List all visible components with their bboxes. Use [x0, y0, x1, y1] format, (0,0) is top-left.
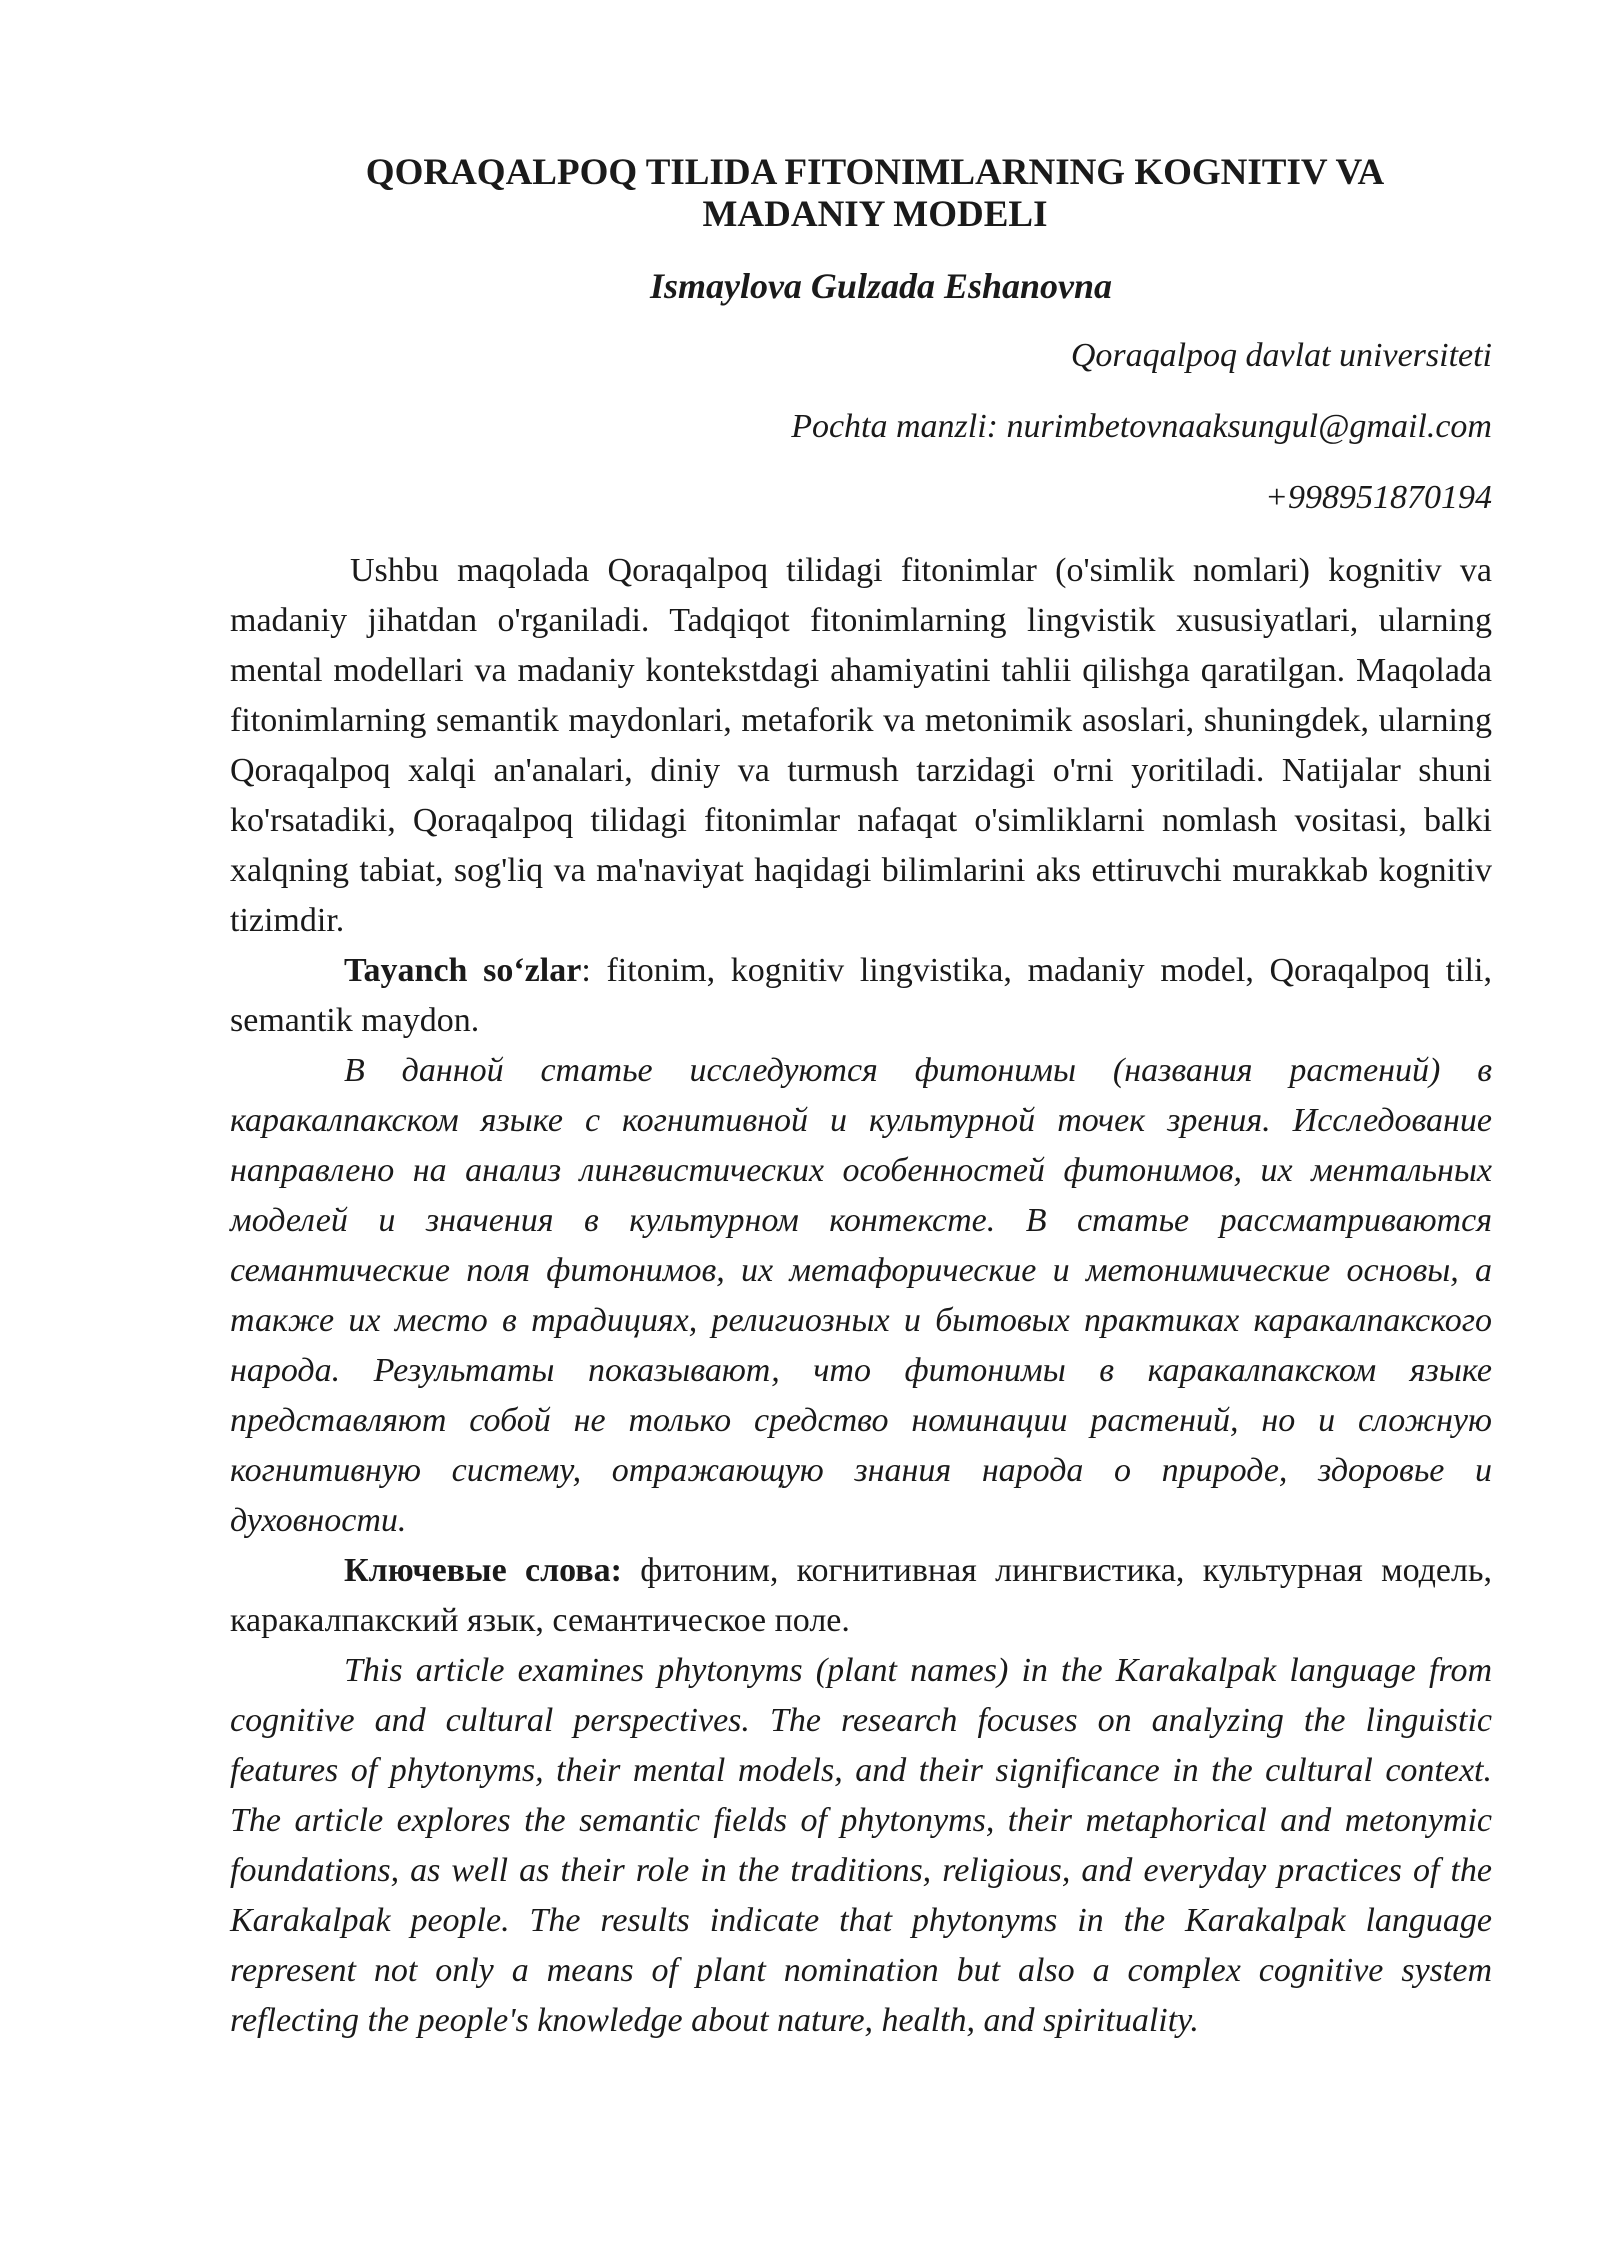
keywords-russian-label: Ключевые слова: — [344, 1552, 622, 1589]
abstract-uzbek: Ushbu maqolada Qoraqalpoq tilidagi fitonimlar (o'simlik nomlari) kognitiv va madaniy jihatdan o'rganiladi. Tadqiqot fitonimlarning lingvistik xususiyatlari, ularning mental modellari va madaniy kontekstdagi ahamiyatini tahlii qilishga qaratilgan. Maqolada fitonimlarning semantik maydonlari, metaforik va metonimik asoslari, shuningdek, ularning Qoraqalpoq xalqi an'analari, diniy va turmush tarzidagi o'rni yoritiladi. Natijalar shuni ko'rsatadiki, Qoraqalpoq tilidagi fitonimlar nafaqat o'simliklarni nomlash vositasi, balki xalqning tabiat, sog'liq va ma'naviyat haqidagi bilimlarini aks ettiruvchi murakkab kognitiv tizimdir. — [230, 552, 1492, 939]
keywords-russian-text: фитоним, когнитивная лингвистика, культурная модель, каракалпакский язык, семантическое поле. — [230, 1552, 1492, 1639]
author-phone: +998951870194 — [1265, 479, 1492, 516]
keywords-uzbek-text: : fitonim, kognitiv lingvistika, madaniy model, Qoraqalpoq tili, semantik maydon. — [230, 952, 1492, 1039]
paper-title: QORAQALPOQ TILIDA FITONIMLARNING KOGNITIV VA MADANIY MODELI — [365, 152, 1385, 235]
keywords-russian — [230, 1546, 1492, 1646]
author-name: Ismaylova Gulzada Eshanovna — [649, 266, 1113, 306]
abstract-russian: В данной статье исследуются фитонимы (названия растений) в каракалпакском языке с когнитивной и культурной точек зрения. Исследование направлено на анализ лингвистических особенностей фитонимов, их ментальных моделей и значения в культурном контексте. В статье рассматриваются семантические поля фитонимов, их метафорические и метонимические основы, а также их место в традициях, религиозных и бытовых практиках каракалпакского народа. Результаты показывают, что фитонимы в каракалпакском языке представляют собой не только средство номинации растений, но и сложную когнитивную систему, отражающую знания народа о природе, здоровье и духовности. — [230, 1052, 1492, 1539]
keywords-uzbek-label: Tayanch so‘zlar — [344, 952, 582, 989]
author-affiliation: Qoraqalpoq davlat universiteti — [1070, 337, 1492, 374]
author-email: Pochta manzli: nurimbetovnaaksungul@gmail.com — [791, 408, 1492, 445]
keywords-uzbek — [230, 946, 1492, 1046]
abstract-english: This article examines phytonyms (plant names) in the Karakalpak language from cognitive and cultural perspectives. The research focuses on analyzing the linguistic features of phytonyms, their mental models, and their significance in the cultural context. The article explores the semantic fields of phytonyms, their metaphorical and metonymic foundations, as well as their role in the traditions, religious, and everyday practices of the Karakalpak people. The results indicate that phytonyms in the Karakalpak language represent not only a means of plant nomination but also a complex cognitive system reflecting the people's knowledge about nature, health, and spirituality. — [230, 1652, 1492, 2039]
